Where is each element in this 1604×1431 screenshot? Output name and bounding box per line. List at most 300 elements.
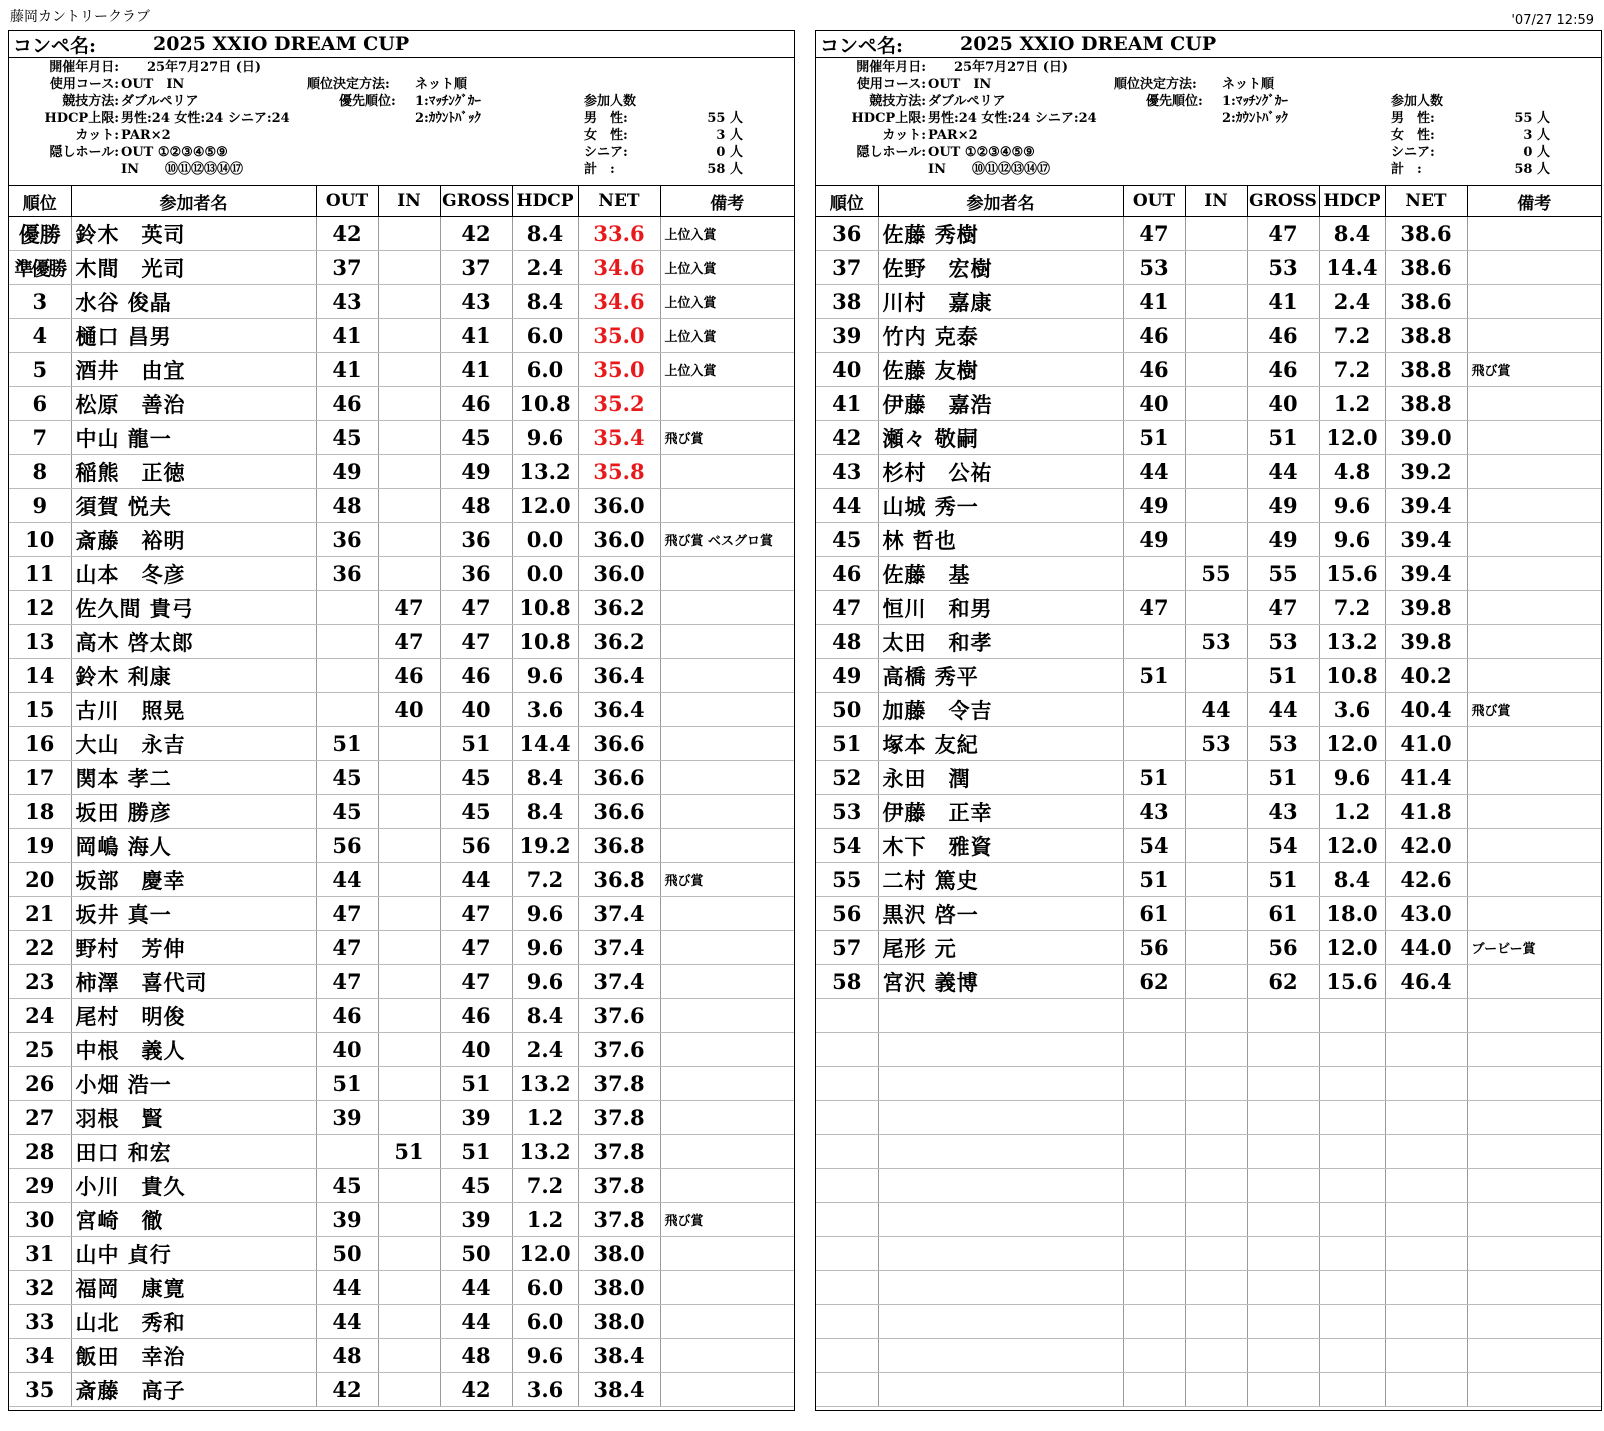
player-name: 宮崎 徹 (71, 1203, 316, 1237)
player-name: 二村 篤史 (878, 863, 1123, 897)
hdcp: 8.4 (1319, 217, 1385, 251)
gross-score (1247, 1067, 1319, 1101)
player-name: 尾村 明俊 (71, 999, 316, 1033)
result-row (9, 1169, 794, 1203)
net-score: 38.8 (1385, 319, 1467, 353)
in-score (1185, 761, 1247, 795)
rank (816, 1339, 878, 1373)
rank: 3 (9, 285, 71, 319)
in-score (378, 285, 440, 319)
net-score: 34.6 (578, 285, 660, 319)
gross-score: 44 (440, 1271, 512, 1305)
notes (1467, 1237, 1601, 1271)
result-row (816, 625, 1601, 659)
hdcp: 10.8 (1319, 659, 1385, 693)
player-name (878, 1271, 1123, 1305)
notes (1467, 795, 1601, 829)
player-name: 加藤 令吉 (878, 693, 1123, 727)
notes (1467, 1135, 1601, 1169)
participants-senior-label: シニア: (584, 145, 628, 160)
rank: 16 (9, 727, 71, 761)
empty-row (816, 1373, 1601, 1407)
hdcp-label: HDCP上限: (851, 111, 926, 126)
notes (660, 1033, 794, 1067)
gross-score (1247, 1271, 1319, 1305)
hdcp: 1.2 (512, 1203, 578, 1237)
course-label: 使用コース: (856, 77, 926, 92)
net-score: 34.6 (578, 251, 660, 285)
notes (1467, 421, 1601, 455)
hdcp (1319, 1033, 1385, 1067)
out-score (1123, 1169, 1185, 1203)
in-score: 47 (378, 591, 440, 625)
notes: 飛び賞 ベスグロ賞 (660, 523, 794, 557)
rank: 54 (816, 829, 878, 863)
gross-score: 56 (440, 829, 512, 863)
notes (660, 1373, 794, 1407)
rank: 17 (9, 761, 71, 795)
rank: 8 (9, 455, 71, 489)
in-score (1185, 1339, 1247, 1373)
result-row (9, 489, 794, 523)
out-score: 47 (1123, 217, 1185, 251)
rank: 58 (816, 965, 878, 999)
hdcp (1319, 1271, 1385, 1305)
col-notes: 備考 (660, 186, 794, 217)
result-row (9, 1101, 794, 1135)
rank: 37 (816, 251, 878, 285)
participants-male-value: 55 人 (707, 111, 743, 126)
rank: 45 (816, 523, 878, 557)
rank-method-value: ネット順 (1222, 77, 1275, 92)
hidden-holes-in: IN ⑩⑪⑫⑬⑭⑰ (928, 162, 1050, 177)
hdcp: 7.2 (1319, 319, 1385, 353)
out-score (1123, 727, 1185, 761)
notes (1467, 285, 1601, 319)
empty-row (816, 1339, 1601, 1373)
notes: ブービー賞 (1467, 931, 1601, 965)
net-score: 37.4 (578, 931, 660, 965)
player-name (878, 1203, 1123, 1237)
notes (1467, 761, 1601, 795)
net-score: 44.0 (1385, 931, 1467, 965)
out-score: 48 (316, 489, 378, 523)
net-score: 46.4 (1385, 965, 1467, 999)
notes (1467, 625, 1601, 659)
out-score: 56 (1123, 931, 1185, 965)
player-name: 中根 義人 (71, 1033, 316, 1067)
gross-score: 44 (1247, 693, 1319, 727)
net-score: 36.6 (578, 795, 660, 829)
result-row (9, 523, 794, 557)
results-panel-right (815, 30, 1602, 1411)
hdcp: 9.6 (512, 421, 578, 455)
rank: 13 (9, 625, 71, 659)
player-name: 杉村 公祐 (878, 455, 1123, 489)
rank: 27 (9, 1101, 71, 1135)
gross-score: 46 (1247, 353, 1319, 387)
hdcp (1319, 1135, 1385, 1169)
player-name: 塚本 友紀 (878, 727, 1123, 761)
in-score (378, 761, 440, 795)
notes: 上位入賞 (660, 353, 794, 387)
competition-title-row (9, 31, 794, 58)
result-row (9, 1305, 794, 1339)
hdcp: 1.2 (1319, 387, 1385, 421)
result-row (816, 795, 1601, 829)
result-row (816, 489, 1601, 523)
in-score (378, 931, 440, 965)
hdcp: 12.0 (1319, 829, 1385, 863)
cut-label: カット: (882, 128, 926, 143)
net-score (1385, 1237, 1467, 1271)
in-score (378, 217, 440, 251)
player-name: 大山 永吉 (71, 727, 316, 761)
hidden-holes-label: 隠しホール: (856, 145, 926, 160)
rank: 50 (816, 693, 878, 727)
out-score: 51 (1123, 659, 1185, 693)
empty-row (816, 1135, 1601, 1169)
results-header-row (9, 186, 794, 217)
empty-row (816, 1169, 1601, 1203)
out-score: 51 (316, 1067, 378, 1101)
rank: 46 (816, 557, 878, 591)
gross-score: 46 (440, 387, 512, 421)
gross-score: 62 (1247, 965, 1319, 999)
in-score (1185, 421, 1247, 455)
gross-score: 48 (440, 1339, 512, 1373)
results-panel-left (8, 30, 795, 1411)
net-score (1385, 1339, 1467, 1373)
net-score: 38.6 (1385, 251, 1467, 285)
hdcp: 2.4 (512, 1033, 578, 1067)
gross-score: 47 (440, 897, 512, 931)
gross-score: 47 (440, 965, 512, 999)
notes (660, 659, 794, 693)
rank (816, 999, 878, 1033)
result-row (9, 1067, 794, 1101)
rank: 53 (816, 795, 878, 829)
rank: 12 (9, 591, 71, 625)
notes (660, 625, 794, 659)
priority-label: 優先順位: (339, 94, 396, 109)
notes (1467, 455, 1601, 489)
player-name (878, 1135, 1123, 1169)
participants-total-value: 58 人 (707, 162, 743, 177)
net-score: 36.4 (578, 659, 660, 693)
course-label: 使用コース: (49, 77, 119, 92)
out-score: 45 (316, 1169, 378, 1203)
hdcp: 9.6 (512, 931, 578, 965)
notes: 上位入賞 (660, 251, 794, 285)
player-name: 佐藤 友樹 (878, 353, 1123, 387)
hdcp: 6.0 (512, 1305, 578, 1339)
net-score: 39.8 (1385, 591, 1467, 625)
participants-male-value: 55 人 (1514, 111, 1550, 126)
result-row (9, 659, 794, 693)
rank: 43 (816, 455, 878, 489)
player-name: 岡嶋 海人 (71, 829, 316, 863)
col-rank: 順位 (816, 186, 878, 217)
hdcp (1319, 1101, 1385, 1135)
hdcp: 8.4 (512, 999, 578, 1033)
hdcp: 8.4 (512, 795, 578, 829)
rank: 34 (9, 1339, 71, 1373)
player-name: 川村 嘉康 (878, 285, 1123, 319)
player-name: 高橋 秀平 (878, 659, 1123, 693)
gross-score: 47 (440, 625, 512, 659)
rank: 15 (9, 693, 71, 727)
hdcp: 12.0 (1319, 421, 1385, 455)
gross-score: 45 (440, 421, 512, 455)
notes (660, 1135, 794, 1169)
col-notes: 備考 (1467, 186, 1601, 217)
notes (1467, 489, 1601, 523)
net-score (1385, 999, 1467, 1033)
out-score: 36 (316, 557, 378, 591)
in-score (1185, 999, 1247, 1033)
col-in: IN (1185, 186, 1247, 217)
net-score: 38.8 (1385, 387, 1467, 421)
out-score: 44 (316, 1305, 378, 1339)
hdcp: 9.6 (512, 659, 578, 693)
player-name: 坂部 慶幸 (71, 863, 316, 897)
in-score (1185, 829, 1247, 863)
net-score: 38.4 (578, 1373, 660, 1407)
in-score (378, 557, 440, 591)
net-score: 36.4 (578, 693, 660, 727)
out-score: 45 (316, 421, 378, 455)
net-score (1385, 1305, 1467, 1339)
hdcp: 4.8 (1319, 455, 1385, 489)
course-value: OUT IN (928, 77, 992, 92)
player-name: 小川 貴久 (71, 1169, 316, 1203)
hdcp: 7.2 (1319, 591, 1385, 625)
out-score (1123, 1203, 1185, 1237)
player-name: 田口 和宏 (71, 1135, 316, 1169)
net-score: 38.4 (578, 1339, 660, 1373)
in-score (378, 1339, 440, 1373)
out-score: 51 (316, 727, 378, 761)
net-score: 39.8 (1385, 625, 1467, 659)
gross-score: 41 (440, 319, 512, 353)
out-score (1123, 1305, 1185, 1339)
rank: 5 (9, 353, 71, 387)
rank: 33 (9, 1305, 71, 1339)
hdcp: 6.0 (512, 1271, 578, 1305)
gross-score: 51 (1247, 659, 1319, 693)
player-name: 山北 秀和 (71, 1305, 316, 1339)
out-score (1123, 1271, 1185, 1305)
out-score: 37 (316, 251, 378, 285)
net-score: 38.6 (1385, 217, 1467, 251)
gross-score: 44 (1247, 455, 1319, 489)
gross-score: 46 (1247, 319, 1319, 353)
player-name: 黒沢 啓一 (878, 897, 1123, 931)
out-score (1123, 1373, 1185, 1407)
notes (1467, 659, 1601, 693)
notes: 飛び賞 (1467, 693, 1601, 727)
hdcp: 7.2 (512, 863, 578, 897)
gross-score: 51 (440, 727, 512, 761)
net-score (1385, 1271, 1467, 1305)
out-score: 47 (1123, 591, 1185, 625)
hdcp: 12.0 (512, 489, 578, 523)
notes (1467, 1373, 1601, 1407)
gross-score: 56 (1247, 931, 1319, 965)
out-score: 51 (1123, 761, 1185, 795)
hdcp (1319, 1067, 1385, 1101)
hdcp: 9.6 (512, 897, 578, 931)
notes: 上位入賞 (660, 285, 794, 319)
col-gross: GROSS (440, 186, 512, 217)
result-row (816, 659, 1601, 693)
in-score (1185, 1203, 1247, 1237)
out-score (1123, 1237, 1185, 1271)
in-score: 55 (1185, 557, 1247, 591)
net-score: 36.6 (578, 761, 660, 795)
cut-value: PAR×2 (928, 128, 978, 143)
hdcp: 3.6 (512, 693, 578, 727)
out-score: 39 (316, 1203, 378, 1237)
rank: 30 (9, 1203, 71, 1237)
results-table-left (9, 186, 794, 1407)
rank (816, 1067, 878, 1101)
participants-female-value: 3 人 (1523, 128, 1550, 143)
notes (660, 1101, 794, 1135)
player-name: 坂井 真一 (71, 897, 316, 931)
in-score (378, 897, 440, 931)
out-score (1123, 1339, 1185, 1373)
out-score: 42 (316, 217, 378, 251)
hdcp: 7.2 (1319, 353, 1385, 387)
gross-score: 47 (1247, 217, 1319, 251)
net-score: 38.8 (1385, 353, 1467, 387)
net-score (1385, 1101, 1467, 1135)
in-score (378, 1271, 440, 1305)
player-name: 小畑 浩一 (71, 1067, 316, 1101)
out-score: 44 (316, 1271, 378, 1305)
notes (660, 455, 794, 489)
notes (1467, 999, 1601, 1033)
out-score: 49 (1123, 489, 1185, 523)
notes: 飛び賞 (1467, 353, 1601, 387)
notes (660, 557, 794, 591)
rank: 49 (816, 659, 878, 693)
notes (1467, 1305, 1601, 1339)
out-score: 46 (1123, 353, 1185, 387)
player-name: 福岡 康寛 (71, 1271, 316, 1305)
results-header-row (816, 186, 1601, 217)
net-score: 38.6 (1385, 285, 1467, 319)
gross-score: 45 (440, 795, 512, 829)
gross-score: 44 (440, 1305, 512, 1339)
empty-row (816, 999, 1601, 1033)
gross-score: 43 (1247, 795, 1319, 829)
notes (660, 1305, 794, 1339)
out-score (1123, 693, 1185, 727)
hidden-holes-label: 隠しホール: (49, 145, 119, 160)
player-name: 太田 和孝 (878, 625, 1123, 659)
notes (1467, 591, 1601, 625)
out-score (316, 1135, 378, 1169)
gross-score: 45 (440, 761, 512, 795)
net-score: 39.4 (1385, 557, 1467, 591)
rank: 28 (9, 1135, 71, 1169)
result-row (9, 591, 794, 625)
notes (660, 829, 794, 863)
player-name (878, 1101, 1123, 1135)
rank: 26 (9, 1067, 71, 1101)
out-score: 49 (1123, 523, 1185, 557)
participants-total-label: 計 : (584, 162, 615, 177)
result-row (9, 693, 794, 727)
rank: 35 (9, 1373, 71, 1407)
notes (1467, 897, 1601, 931)
gross-score: 46 (440, 659, 512, 693)
in-score (378, 1203, 440, 1237)
hdcp: 10.8 (512, 625, 578, 659)
out-score: 41 (316, 319, 378, 353)
empty-row (816, 1101, 1601, 1135)
result-row (9, 863, 794, 897)
net-score: 42.0 (1385, 829, 1467, 863)
rank (816, 1169, 878, 1203)
gross-score: 47 (440, 591, 512, 625)
player-name: 木間 光司 (71, 251, 316, 285)
hdcp: 6.0 (512, 319, 578, 353)
notes (660, 387, 794, 421)
hdcp: 12.0 (1319, 727, 1385, 761)
rank (816, 1271, 878, 1305)
notes: 飛び賞 (660, 1203, 794, 1237)
net-score: 43.0 (1385, 897, 1467, 931)
net-score: 36.0 (578, 557, 660, 591)
rank: 56 (816, 897, 878, 931)
net-score: 42.6 (1385, 863, 1467, 897)
rank: 21 (9, 897, 71, 931)
in-score (1185, 353, 1247, 387)
in-score (1185, 285, 1247, 319)
rank (816, 1135, 878, 1169)
result-row (9, 1135, 794, 1169)
gross-score: 61 (1247, 897, 1319, 931)
player-name: 恒川 和男 (878, 591, 1123, 625)
rank: 36 (816, 217, 878, 251)
player-name (878, 999, 1123, 1033)
competition-info (816, 58, 1601, 186)
hdcp: 8.4 (512, 761, 578, 795)
result-row (9, 625, 794, 659)
player-name: 古川 照晃 (71, 693, 316, 727)
net-score: 38.0 (578, 1305, 660, 1339)
net-score: 41.8 (1385, 795, 1467, 829)
out-score: 50 (316, 1237, 378, 1271)
format-value: ダブルペリア (121, 94, 199, 109)
gross-score: 41 (440, 353, 512, 387)
in-score (378, 489, 440, 523)
player-name: 山城 秀一 (878, 489, 1123, 523)
in-score (1185, 1067, 1247, 1101)
rank: 38 (816, 285, 878, 319)
in-score (378, 863, 440, 897)
player-name: 坂田 勝彦 (71, 795, 316, 829)
in-score (378, 1305, 440, 1339)
gross-score: 39 (440, 1203, 512, 1237)
net-score: 37.8 (578, 1203, 660, 1237)
result-row (9, 999, 794, 1033)
result-row (816, 931, 1601, 965)
